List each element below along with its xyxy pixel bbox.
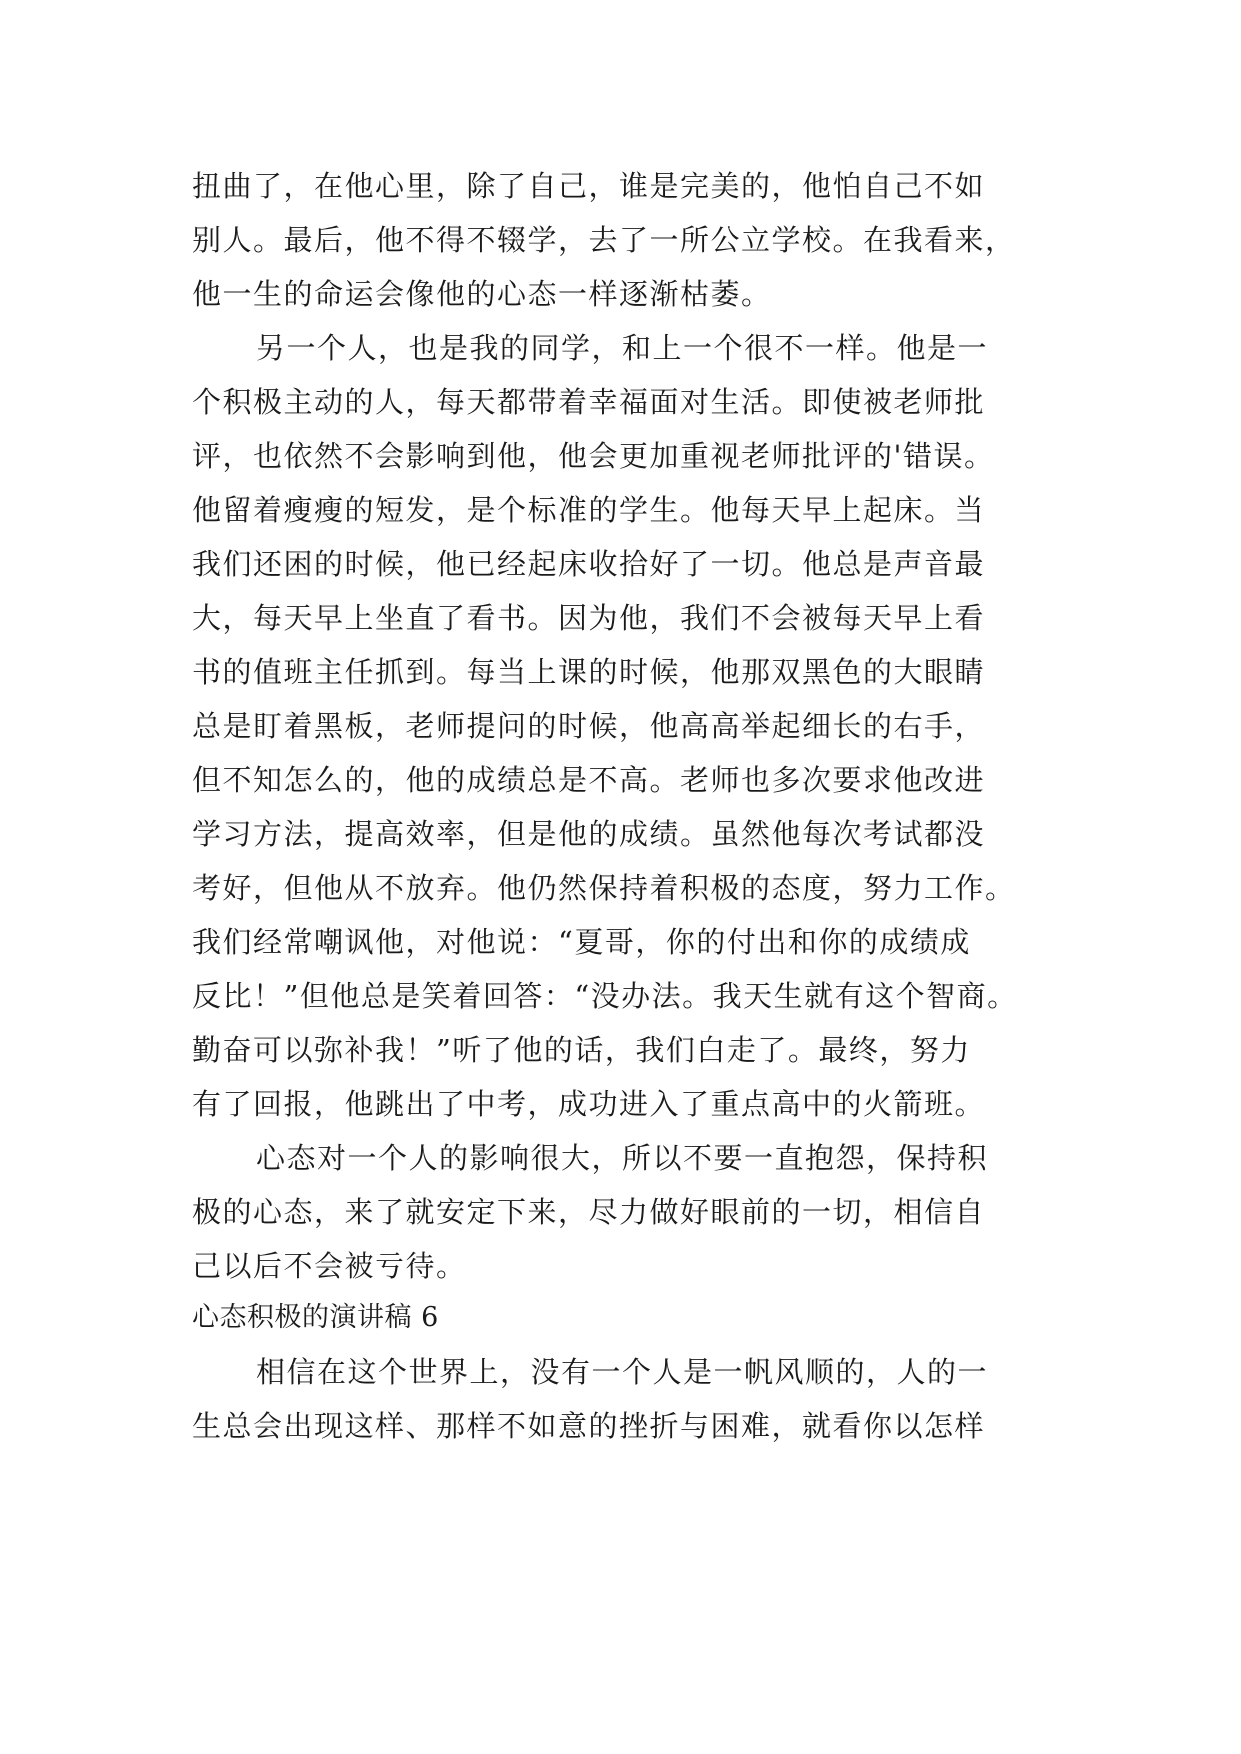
paragraph-line: 他留着瘦瘦的短发，是个标准的学生。他每天早上起床。当 bbox=[192, 493, 986, 527]
paragraph-line: 总是盯着黑板，老师提问的时候，他高高举起细长的右手， bbox=[192, 709, 986, 743]
paragraph-line: 我们还困的时候，他已经起床收拾好了一切。他总是声音最 bbox=[192, 547, 986, 581]
paragraph-line: 学习方法，提高效率，但是他的成绩。虽然他每次考试都没 bbox=[192, 817, 986, 851]
paragraph-line: 极的心态，来了就安定下来，尽力做好眼前的一切，相信自 bbox=[192, 1195, 986, 1229]
paragraph-line: 但不知怎么的，他的成绩总是不高。老师也多次要求他改进 bbox=[192, 763, 986, 797]
paragraph-first-line: 相信在这个世界上，没有一个人是一帆风顺的，人的一 bbox=[256, 1355, 989, 1389]
paragraph-line: 评，也依然不会影响到他，他会更加重视老师批评的'错误。 bbox=[192, 439, 995, 473]
paragraph-line: 书的值班主任抓到。每当上课的时候，他那双黑色的大眼睛 bbox=[192, 655, 986, 689]
paragraph-line: 有了回报，他跳出了中考，成功进入了重点高中的火箭班。 bbox=[192, 1087, 986, 1121]
paragraph-first-line: 另一个人，也是我的同学，和上一个很不一样。他是一 bbox=[256, 331, 989, 365]
paragraph-line: 生总会出现这样、那样不如意的挫折与困难，就看你以怎样 bbox=[192, 1409, 986, 1443]
paragraph-line: 大，每天早上坐直了看书。因为他，我们不会被每天早上看 bbox=[192, 601, 986, 635]
paragraph-line: 我们经常嘲讽他，对他说：“夏哥，你的付出和你的成绩成 bbox=[192, 925, 971, 959]
section-heading: 心态积极的演讲稿 6 bbox=[192, 1302, 439, 1333]
paragraph-line: 考好，但他从不放弃。他仍然保持着积极的态度，努力工作。 bbox=[192, 871, 1016, 905]
paragraph-line: 己以后不会被亏待。 bbox=[192, 1249, 467, 1283]
paragraph-first-line: 心态对一个人的影响很大，所以不要一直抱怨，保持积 bbox=[256, 1141, 989, 1175]
paragraph-line: 他一生的命运会像他的心态一样逐渐枯萎。 bbox=[192, 277, 772, 311]
paragraph-line: 扭曲了，在他心里，除了自己，谁是完美的，他怕自己不如 bbox=[192, 169, 986, 203]
paragraph-line: 个积极主动的人，每天都带着幸福面对生活。即使被老师批 bbox=[192, 385, 986, 419]
paragraph-line: 反比！”但他总是笑着回答：“没办法。我天生就有这个智商。 bbox=[192, 979, 1018, 1013]
paragraph-line: 别人。最后，他不得不辍学，去了一所公立学校。在我看来， bbox=[192, 223, 1016, 257]
paragraph-line: 勤奋可以弥补我！”听了他的话，我们白走了。最终，努力 bbox=[192, 1033, 971, 1067]
